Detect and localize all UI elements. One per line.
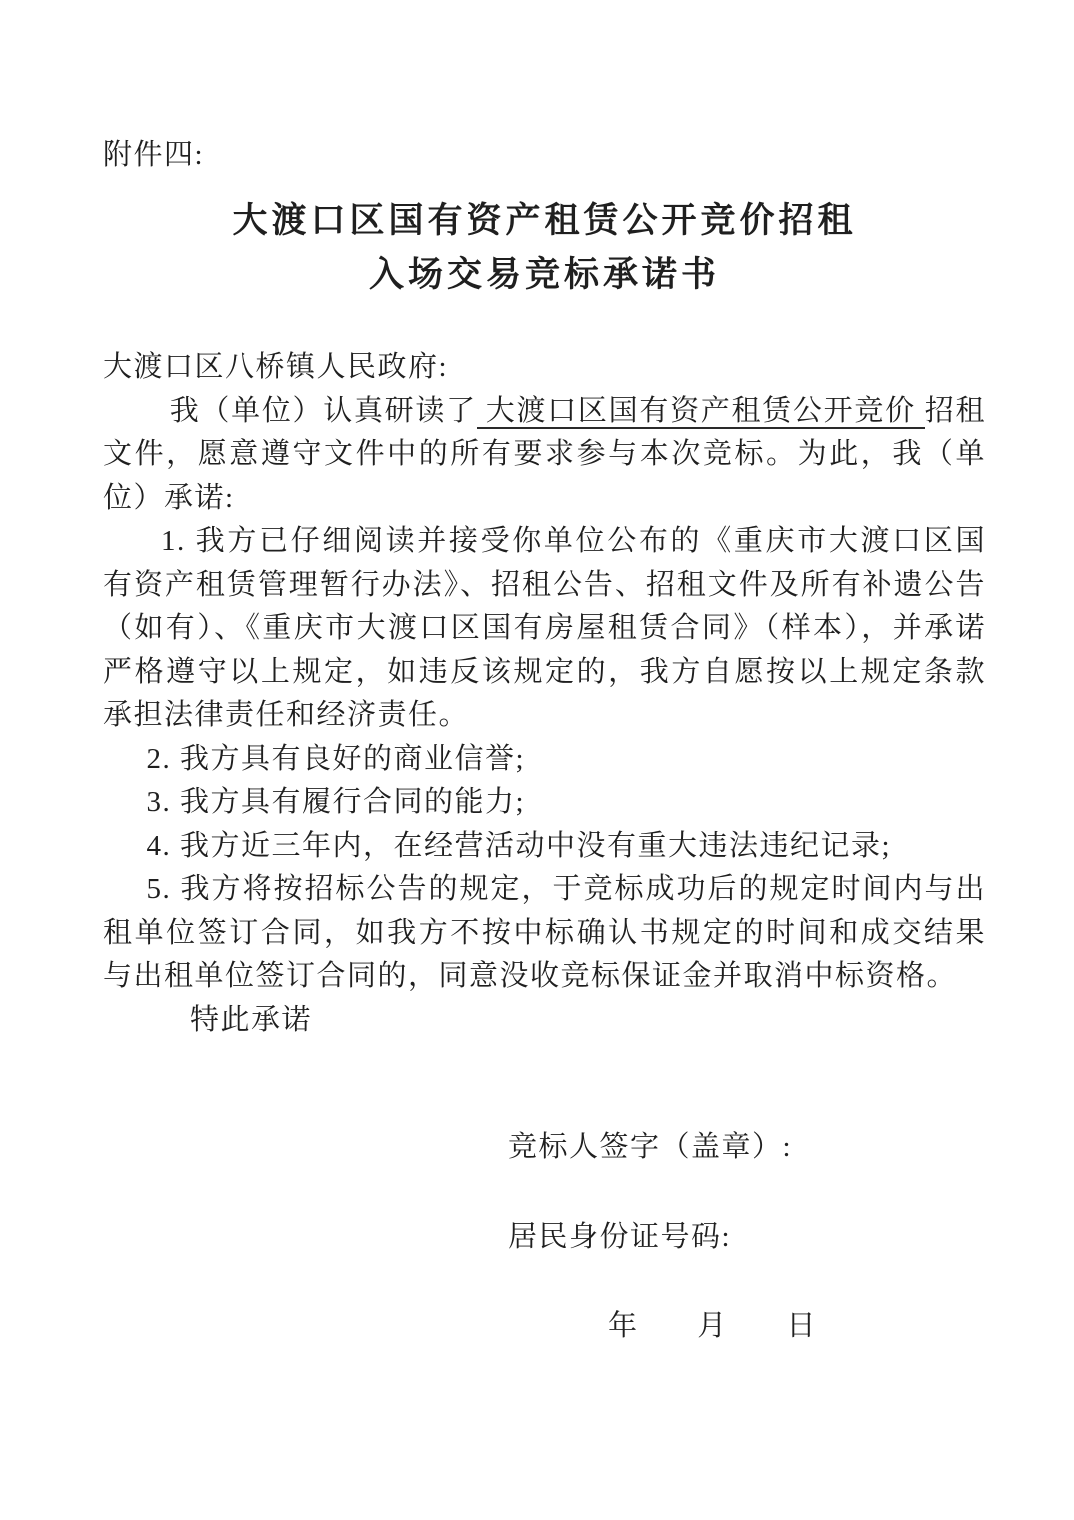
commitment-item-3: 3. 我方具有履行合同的能力; (146, 786, 526, 818)
id-number-label: 居民身份证号码: (508, 1220, 732, 1253)
intro-paragraph (103, 390, 986, 521)
document-title (103, 194, 986, 302)
title-line-2: 入场交易竞标承诺书 (368, 255, 720, 294)
commitment-item-4: 4. 我方近三年内，在经营活动中没有重大违法违纪记录; (146, 829, 892, 862)
attachment-label: 附件四: (103, 139, 205, 171)
intro-underlined-blank: 大渡口区国有资产租赁公开竞价 (476, 394, 925, 427)
date-line (508, 1305, 817, 1349)
commitment-item-5: 5. 我方将按招标公告的规定，于竞标成功后的规定时间内与出租单位签订合同，如我方不按中标确认书规定的时间和成交结果与出租单位签订合同的，同意没收竞标保证金并取消中标资格。 (103, 873, 986, 992)
document-body (103, 346, 986, 1042)
intro-text-after: 招租文件，愿意遵守文件中的所有要求参与本次竞标。为此，我（单位）承诺: (103, 394, 986, 514)
bidder-signature-label: 竞标人签字（盖章）: (508, 1131, 793, 1163)
title-line-1: 大渡口区国有资产租赁公开竞价招租 (232, 201, 857, 240)
salutation: 大渡口区八桥镇人民政府: (103, 351, 449, 383)
commitment-item-1: 1. 我方已仔细阅读并接受你单位公布的《重庆市大渡口区国有资产租赁管理暂行办法》、招租公告、招租文件及所有补遗公告（如有）、《重庆市大渡口区国有房屋租赁合同》（样本），并承诺严格遵守以上规定，如违反该规定的，我方自愿按以上规定条款承担法律责任和经济责任。 (103, 525, 986, 731)
intro-text-before: 我（单位）认真研读了 (169, 394, 477, 427)
date-year-label: 年 (608, 1310, 639, 1342)
signature-block (508, 1126, 817, 1395)
commitment-item-2: 2. 我方具有良好的商业信誉; (146, 742, 526, 775)
closing-statement: 特此承诺 (190, 1003, 313, 1036)
date-day-label: 日 (786, 1310, 818, 1342)
date-month-label: 月 (697, 1310, 728, 1342)
